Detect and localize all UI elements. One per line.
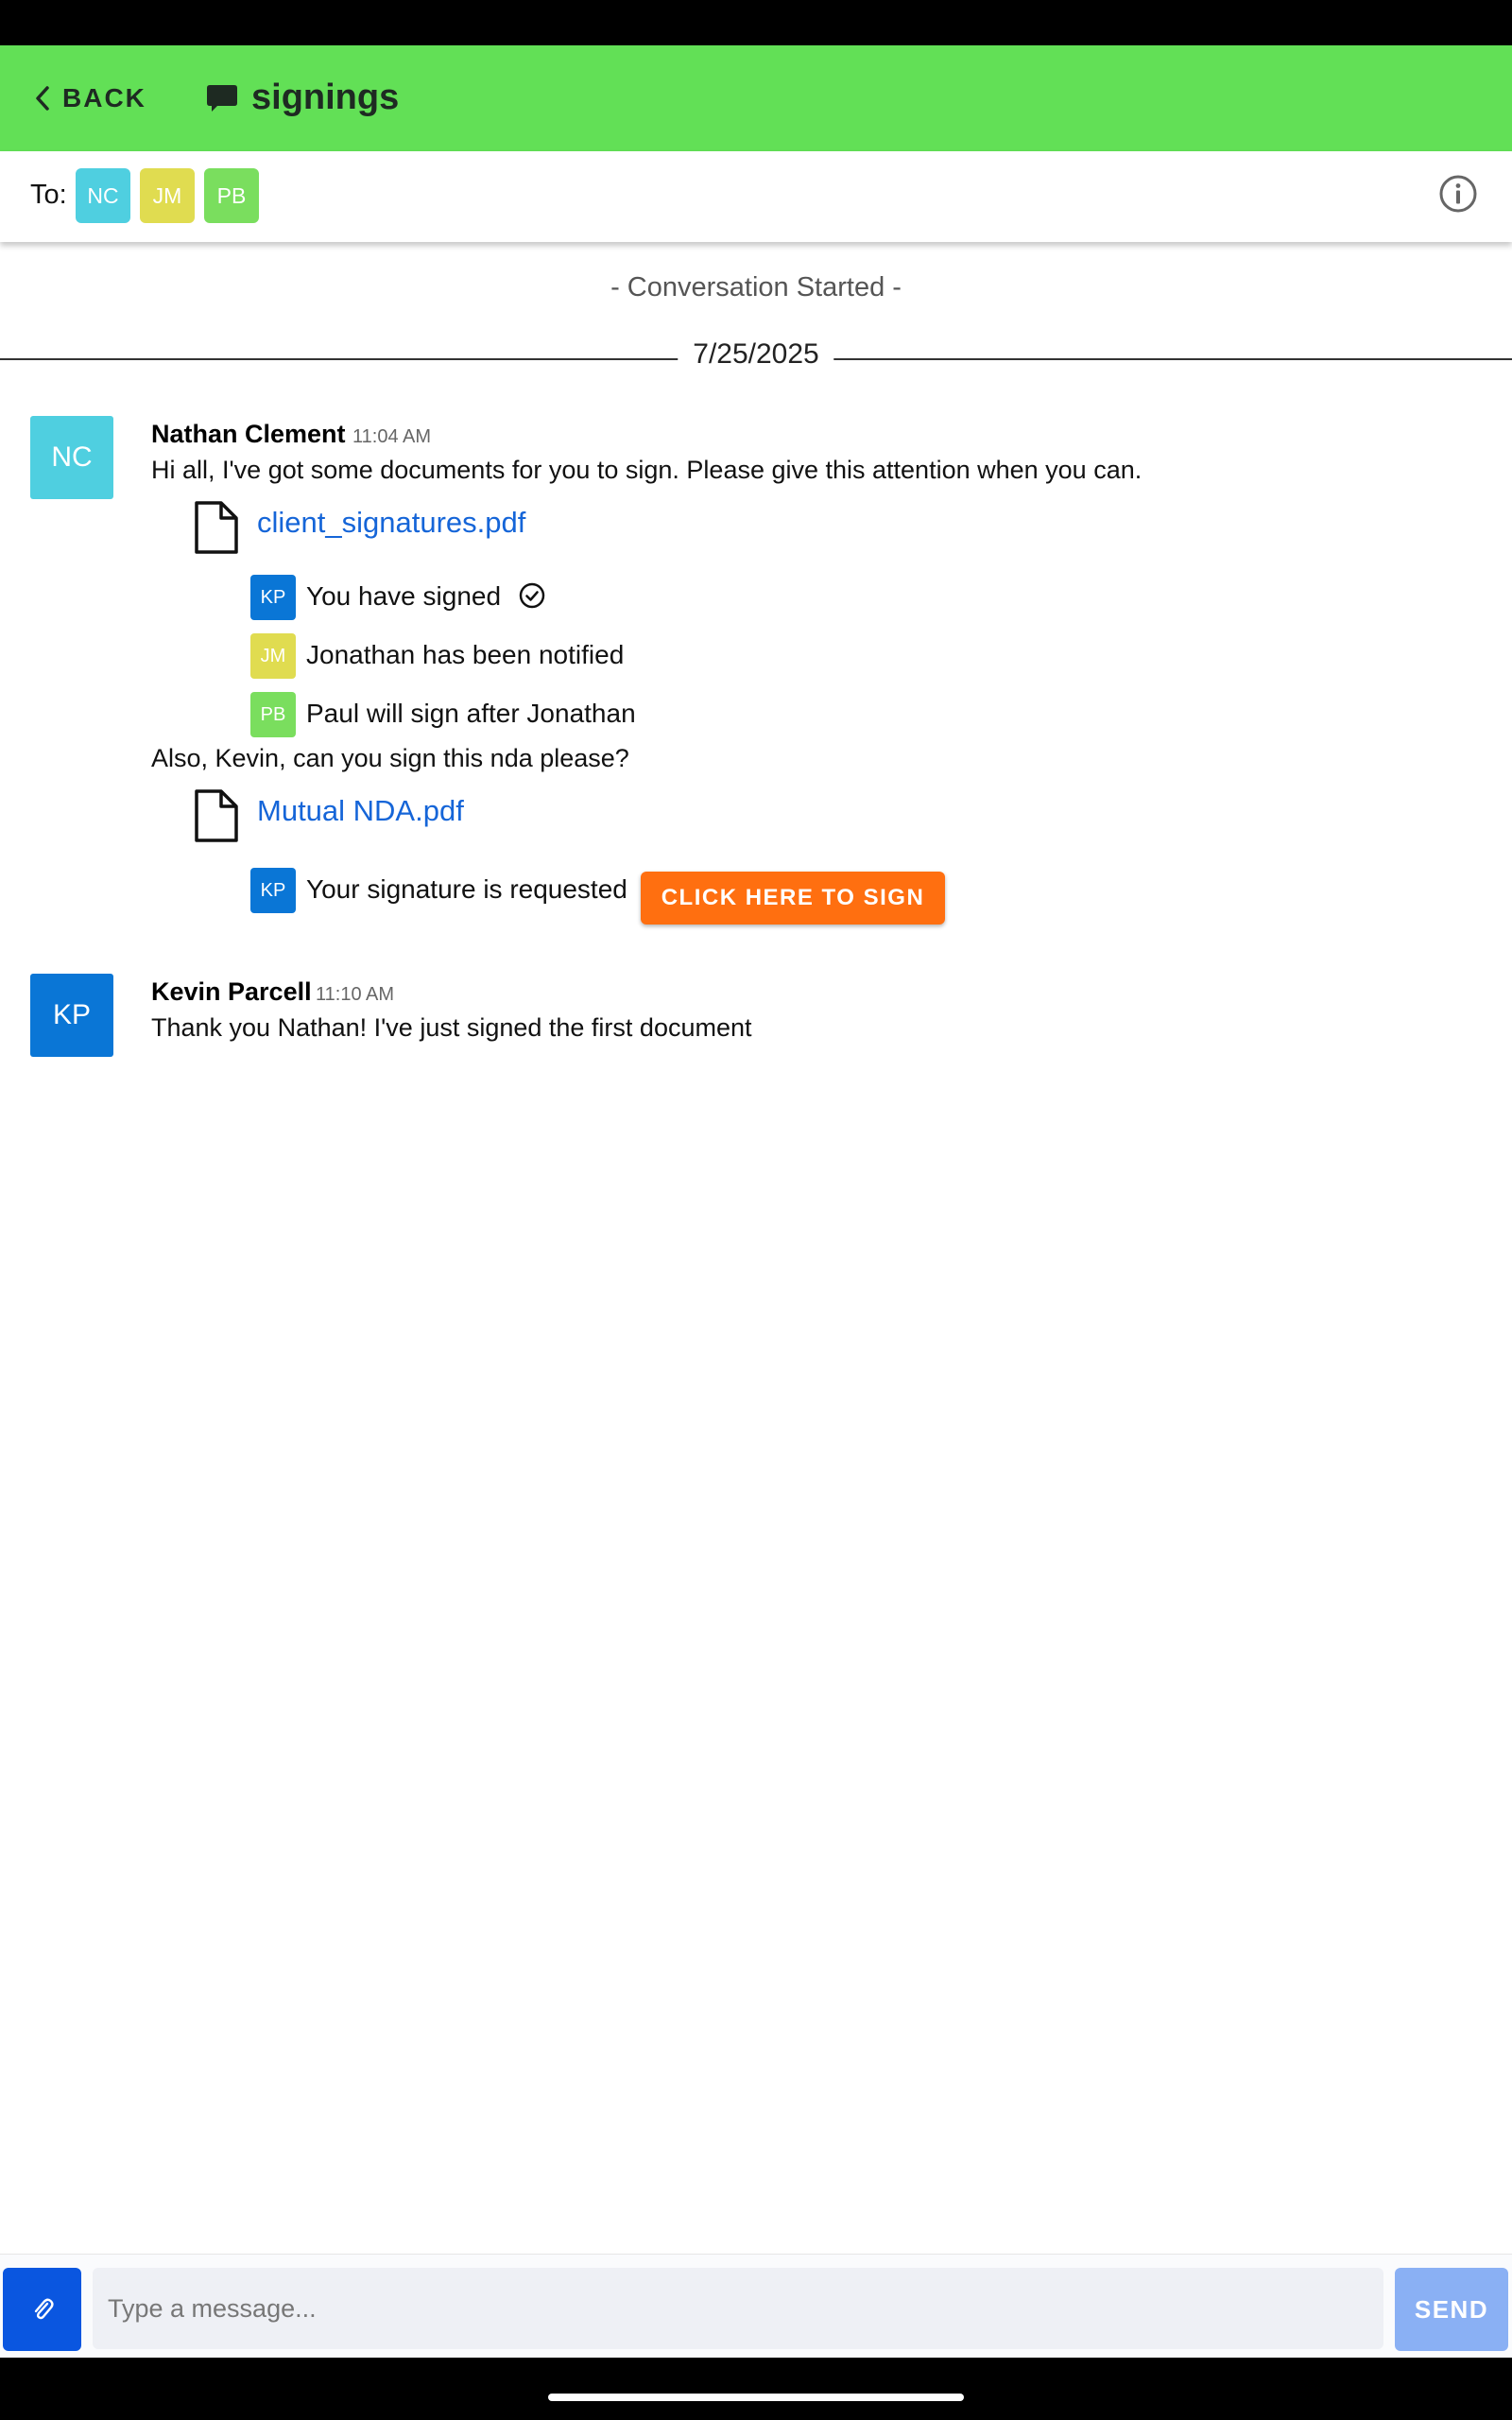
sender-name: Nathan Clement [151, 420, 346, 448]
check-circle-icon [518, 581, 546, 610]
message-text: Hi all, I've got some documents for you to sign. Please give this attention when you can. [151, 456, 1143, 484]
status-avatar: PB [250, 692, 296, 737]
recipient-chip-pb[interactable]: PB [204, 168, 259, 223]
file-icon [193, 499, 240, 556]
message-time: 11:04 AM [352, 426, 432, 447]
message-composer [0, 2254, 1512, 2358]
date-divider [0, 338, 1512, 380]
recipient-chip-jm[interactable]: JM [140, 168, 195, 223]
back-label: BACK [62, 83, 146, 112]
click-here-to-sign-button[interactable]: CLICK HERE TO SIGN [641, 872, 945, 925]
app-bar [0, 45, 1512, 151]
attach-button[interactable] [3, 2268, 81, 2351]
status-avatar: KP [250, 868, 296, 913]
status-avatar: JM [250, 633, 296, 679]
date-label: 7/25/2025 [678, 338, 833, 371]
status-avatar: KP [250, 575, 296, 620]
conversation-title [204, 74, 399, 121]
chat-bubble-icon [204, 79, 240, 115]
send-button[interactable]: SEND [1395, 2268, 1508, 2351]
paperclip-icon [28, 2295, 57, 2324]
recipients-bar [0, 151, 1512, 242]
file-link-mutual-nda[interactable]: Mutual NDA.pdf [257, 794, 464, 827]
info-icon[interactable] [1438, 174, 1478, 214]
signing-status-text: Jonathan has been notified [306, 640, 625, 669]
message-text: Also, Kevin, can you sign this nda please? [151, 744, 629, 772]
avatar[interactable]: NC [30, 416, 113, 499]
signing-status-text: Paul will sign after Jonathan [306, 699, 636, 728]
message-time: 11:10 AM [316, 984, 395, 1005]
back-button[interactable] [32, 79, 146, 117]
system-status-bar [0, 0, 1512, 45]
signing-status-text: Your signature is requested [306, 874, 627, 904]
system-navigation-bar [0, 2358, 1512, 2420]
file-link-client-signatures[interactable]: client_signatures.pdf [257, 506, 526, 539]
message-input[interactable] [93, 2268, 1383, 2349]
sender-name: Kevin Parcell [151, 977, 312, 1006]
recipient-chip-nc[interactable]: NC [76, 168, 130, 223]
chevron-left-icon [32, 84, 53, 112]
home-indicator[interactable] [548, 2394, 964, 2401]
to-label: To: [30, 180, 67, 210]
signing-status-text: You have signed [306, 581, 502, 611]
message-text: Thank you Nathan! I've just signed the first document [151, 1013, 752, 1042]
conversation-started-label: - Conversation Started - [610, 272, 902, 302]
avatar[interactable]: KP [30, 974, 113, 1057]
file-icon [193, 787, 240, 844]
page-title: signings [251, 77, 400, 117]
